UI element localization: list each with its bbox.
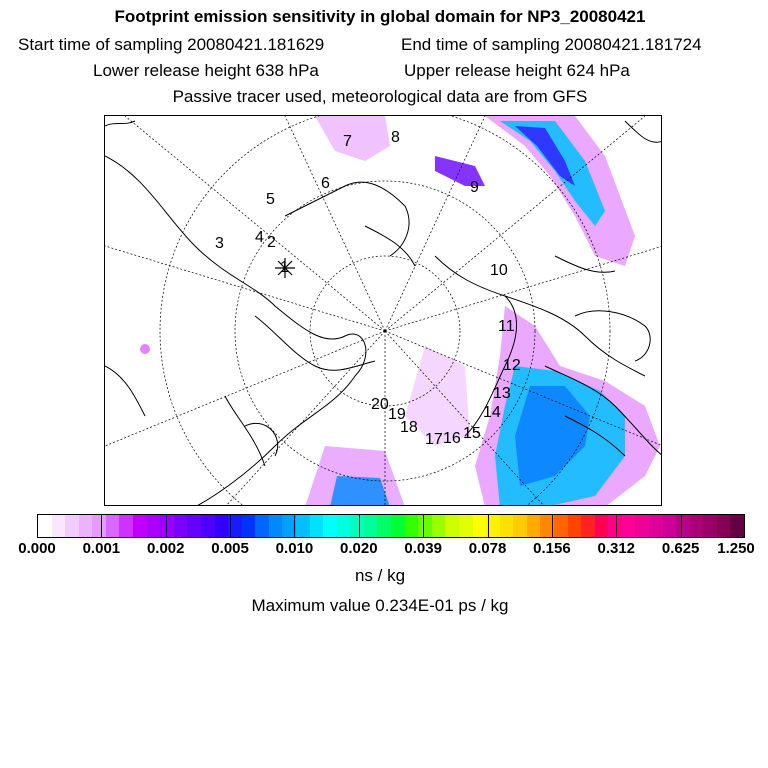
footprint-map — [104, 115, 662, 506]
plot-title: Footprint emission sensitivity in global domain for NP3_20080421 — [114, 7, 646, 26]
colorbar-swatch — [703, 515, 717, 537]
colorbar-level-label: 0.010 — [275, 540, 314, 557]
trajectory-label: 16 — [443, 430, 461, 447]
colorbar-swatch — [554, 515, 568, 537]
colorbar-swatch — [215, 515, 229, 537]
trajectory-label: 1 — [280, 259, 289, 276]
colorbar-tick — [230, 515, 231, 537]
colorbar-swatch — [337, 515, 351, 537]
colorbar-swatch — [690, 515, 704, 537]
start-time-text: Start time of sampling 20080421.181629 — [18, 35, 325, 54]
colorbar-level-label: 0.312 — [597, 540, 636, 557]
colorbar-swatch — [147, 515, 161, 537]
colorbar-tick — [166, 515, 167, 537]
trajectory-label: 13 — [493, 385, 511, 402]
trajectory-label: 4 — [255, 229, 264, 246]
colorbar-swatch — [377, 515, 391, 537]
colorbar-swatch — [65, 515, 79, 537]
colorbar-swatch — [405, 515, 419, 537]
colorbar-tick — [488, 515, 489, 537]
colorbar-swatch — [676, 515, 690, 537]
trajectory-label: 10 — [490, 262, 508, 279]
colorbar-swatch — [622, 515, 636, 537]
colorbar-tick — [423, 515, 424, 537]
colorbar-swatch — [391, 515, 405, 537]
colorbar-level-label: 0.039 — [404, 540, 442, 557]
maximum-value-text: Maximum value 0.234E-01 ps / kg — [251, 596, 509, 615]
colorbar-swatch — [310, 515, 324, 537]
colorbar-swatch — [296, 515, 310, 537]
colorbar-swatch — [459, 515, 473, 537]
colorbar-swatch — [635, 515, 649, 537]
colorbar-swatch — [350, 515, 364, 537]
colorbar-tick — [681, 515, 682, 537]
trajectory-label: 18 — [400, 419, 418, 436]
colorbar-swatch — [242, 515, 256, 537]
colorbar-swatch — [201, 515, 215, 537]
colorbar-swatch — [595, 515, 609, 537]
trajectory-label: 8 — [391, 129, 400, 146]
trajectory-label: 12 — [503, 357, 521, 374]
colorbar-level-label: 0.000 — [18, 540, 56, 557]
colorbar-swatch — [79, 515, 93, 537]
colorbar-swatch — [364, 515, 378, 537]
sensitivity-field — [140, 116, 660, 506]
colorbar-swatch — [133, 515, 147, 537]
colorbar-swatch — [649, 515, 663, 537]
colorbar-swatch — [717, 515, 731, 537]
colorbar-level-label: 0.005 — [211, 540, 249, 557]
colorbar-level-label: 1.250 — [717, 540, 755, 557]
colorbar-swatch — [255, 515, 269, 537]
colorbar-level-label: 0.078 — [468, 540, 507, 557]
colorbar-swatch — [527, 515, 541, 537]
trajectory-label: 6 — [321, 175, 330, 192]
colorbar-tick — [101, 515, 102, 537]
colorbar-swatch — [160, 515, 174, 537]
colorbar-swatch — [730, 515, 744, 537]
colorbar-swatch — [52, 515, 66, 537]
trajectory-label: 2 — [267, 234, 276, 251]
map-graphics — [105, 116, 662, 506]
colorbar-level-label: 0.001 — [82, 540, 121, 557]
colorbar-tick — [552, 515, 553, 537]
trajectory-label: 15 — [463, 425, 481, 442]
colorbar-swatch — [432, 515, 446, 537]
colorbar-level-label: 0.156 — [533, 540, 571, 557]
colorbar-swatch — [581, 515, 595, 537]
colorbar-tick — [294, 515, 295, 537]
colorbar-swatch — [119, 515, 133, 537]
tracer-note: Passive tracer used, meteorological data are from GFS — [172, 87, 588, 106]
colorbar-swatch — [663, 515, 677, 537]
colorbar-swatch — [323, 515, 337, 537]
colorbar-swatch — [608, 515, 622, 537]
colorbar-swatch — [500, 515, 514, 537]
colorbar-swatch — [92, 515, 106, 537]
trajectory-label: 17 — [425, 431, 443, 448]
end-time-text: End time of sampling 20080421.181724 — [401, 35, 702, 54]
colorbar-level-label: 0.625 — [661, 540, 700, 557]
colorbar-swatch — [473, 515, 487, 537]
colorbar-swatch — [513, 515, 527, 537]
trajectory-label: 20 — [371, 396, 389, 413]
colorbar-swatch — [445, 515, 459, 537]
colorbar-swatch — [269, 515, 283, 537]
trajectory-label: 3 — [215, 235, 224, 252]
colorbar-tick — [616, 515, 617, 537]
trajectory-label: 9 — [470, 179, 479, 196]
colorbar-swatch — [418, 515, 432, 537]
colorbar-swatch — [106, 515, 120, 537]
trajectory-label: 7 — [343, 133, 352, 150]
lower-height-text: Lower release height 638 hPa — [93, 61, 319, 80]
colorbar-swatch — [174, 515, 188, 537]
trajectory-label: 5 — [266, 191, 275, 208]
colorbar-level-label: 0.020 — [340, 540, 378, 557]
trajectory-label: 14 — [483, 404, 501, 421]
colorbar-swatch — [187, 515, 201, 537]
upper-height-text: Upper release height 624 hPa — [404, 61, 630, 80]
colorbar-level-label: 0.002 — [146, 540, 185, 557]
colorbar-tick — [359, 515, 360, 537]
colorbar — [37, 514, 745, 538]
trajectory-label: 11 — [498, 318, 515, 335]
colorbar-swatch — [568, 515, 582, 537]
colorbar-swatch — [38, 515, 52, 537]
units-label: ns / kg — [354, 566, 406, 585]
trajectory-label: 19 — [388, 406, 406, 423]
